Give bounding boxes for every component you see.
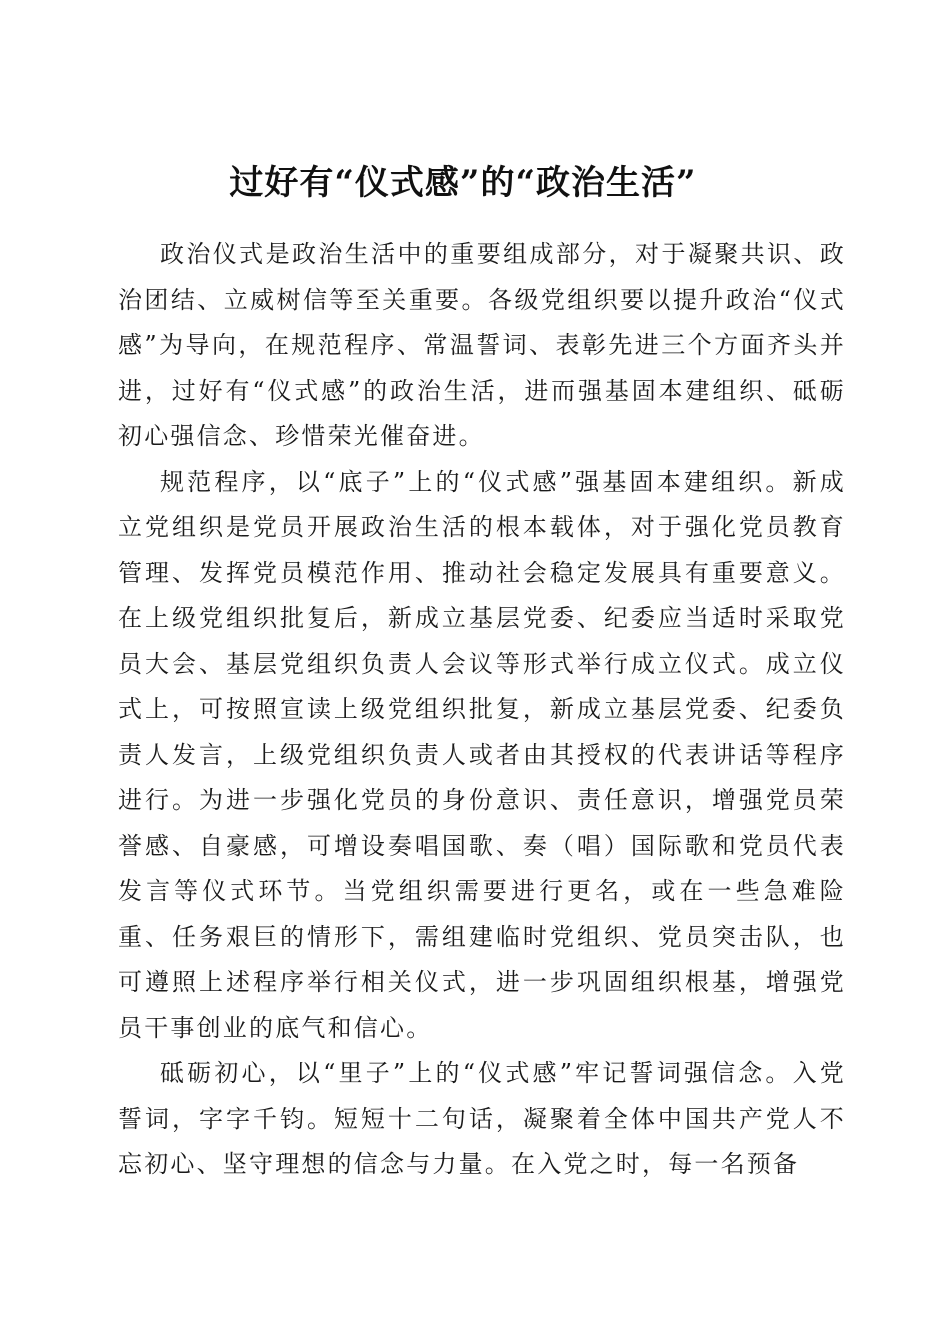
document-title: 过好有“仪式感”的“政治生活”: [229, 162, 697, 203]
paragraph-original-aspiration: 砥砺初心，以“里子”上的“仪式感”牢记誓词强信念。入党誓词，字字千钧。短短十二句话，凝聚着全体中国共产党人不忘初心、坚守理想的信念与力量。在入党之时，每一名预备: [118, 1059, 846, 1178]
document-body: [118, 232, 846, 1188]
paragraph-standardize-procedure: 规范程序，以“底子”上的“仪式感”强基固本建组织。新成立党组织是党员开展政治生活的根本载体，对于强化党员教育管理、发挥党员模范作用、推动社会稳定发展具有重要意义。在上级党组织批复后，新成立基层党委、纪委应当适时采取党员大会、基层党组织负责人会议等形式举行成立仪式。成立仪式上，可按照宣读上级党组织批复，新成立基层党委、纪委负责人发言，上级党组织负责人或者由其授权的代表讲话等程序进行。为进一步强化党员的身份意识、责任意识，增强党员荣誉感、自豪感，可增设奏唱国歌、奏（唱）国际歌和党员代表发言等仪式环节。当党组织需要进行更名，或在一些急难险重、任务艰巨的情形下，需组建临时党组织、党员突击队，也可遵照上述程序举行相关仪式，进一步巩固组织根基，增强党员干事创业的底气和信心。: [118, 467, 846, 1042]
paragraph-intro: 政治仪式是政治生活中的重要组成部分，对于凝聚共识、政治团结、立威树信等至关重要。各级党组织要以提升政治“仪式感”为导向，在规范程序、常温誓词、表彰先进三个方面齐头并进，过好有“仪式感”的政治生活，进而强基固本建组织、砥砺初心强信念、珍惜荣光催奋进。: [118, 240, 846, 450]
